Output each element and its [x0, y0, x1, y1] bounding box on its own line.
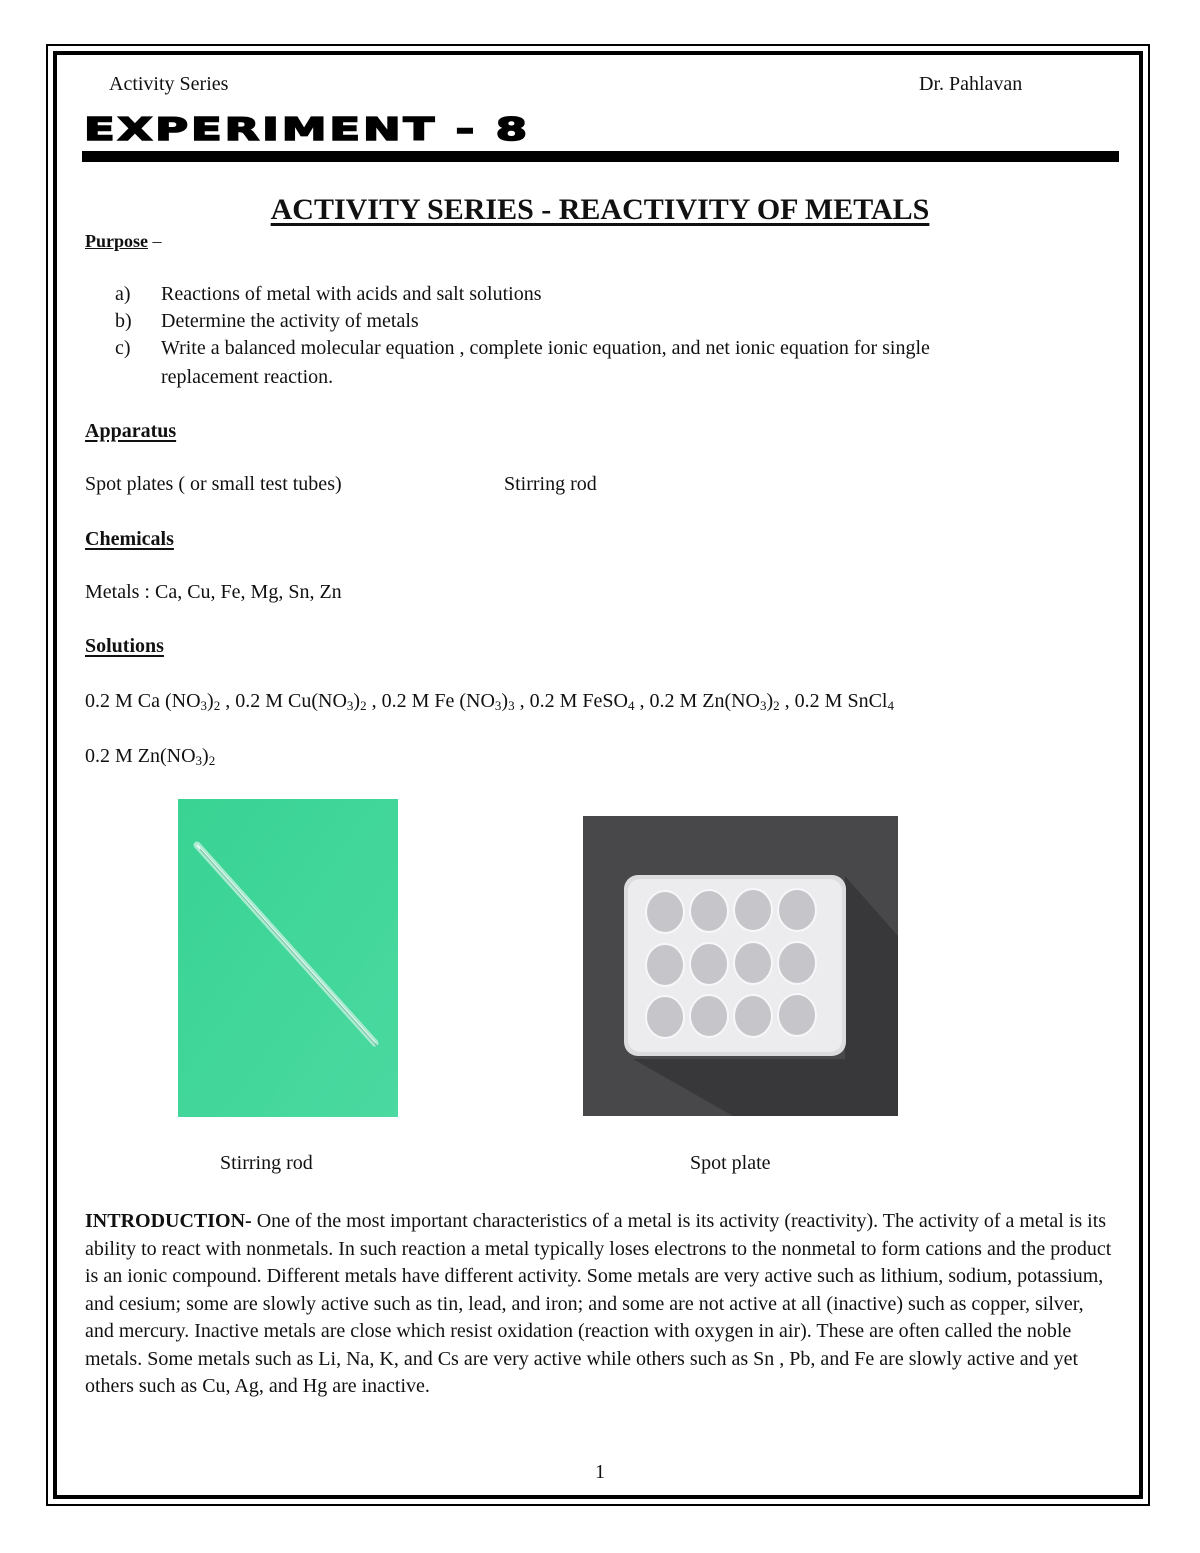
- list-item: [115, 310, 419, 333]
- apparatus-item-stirring-rod: Stirring rod: [504, 473, 597, 495]
- list-marker: a): [115, 283, 131, 305]
- list-item: [115, 337, 930, 360]
- list-text: Determine the activity of metals: [161, 310, 419, 332]
- chemicals-heading: Chemicals: [85, 528, 174, 550]
- header-left: Activity Series: [109, 73, 229, 95]
- solutions-list-2: [85, 745, 215, 769]
- stirring-rod-illustration: [178, 799, 398, 1117]
- solutions-list: [85, 690, 894, 714]
- metals-list: Metals : Ca, Cu, Fe, Mg, Sn, Zn: [85, 581, 342, 603]
- solution-text: , 0.2 M SnCl: [779, 690, 888, 712]
- subscript: 3: [508, 698, 515, 713]
- spot-plate-photo: [583, 816, 898, 1116]
- subscript: 3: [759, 698, 767, 713]
- stirring-rod-photo: [178, 799, 398, 1117]
- purpose-dash: –: [148, 231, 162, 251]
- subscript: 3: [494, 698, 502, 713]
- subscript: 2: [208, 753, 216, 768]
- list-marker: b): [115, 310, 132, 332]
- solution-text: ): [501, 690, 509, 712]
- solution-text: ): [353, 690, 361, 712]
- subscript: 3: [195, 753, 203, 768]
- introduction-paragraph: [85, 1208, 1115, 1401]
- solution-text: 0.2 M Ca (NO: [85, 690, 201, 712]
- spot-plate-illustration: [583, 816, 898, 1116]
- subscript: 2: [360, 698, 367, 713]
- page-number: 1: [595, 1461, 605, 1483]
- list-marker: c): [115, 337, 131, 359]
- solution-text: ): [207, 690, 214, 712]
- list-text: Reactions of metal with acids and salt solutions: [161, 283, 542, 305]
- solution-text: 0.2 M Zn(NO: [85, 745, 196, 767]
- subscript: 3: [346, 698, 354, 713]
- subscript: 3: [200, 698, 208, 713]
- solution-text: ): [766, 690, 774, 712]
- subscript: 4: [887, 698, 894, 713]
- introduction-text: One of the most important characteristics of a metal is its activity (reactivity). The activity of a metal is its ability to react with nonmetals. In such reaction a metal typically loses electrons to the nonmetal to form cations and the product is an ionic compound. Different metals have different activity. Some metals are very active such as lithium, sodium, potassium, and cesium; some are slowly active such as tin, lead, and iron; and some are not active at all (inactive) such as copper, silver, and mercury. Inactive metals are close which resist oxidation (reaction with oxygen in air). These are often called the noble metals. Some metals such as Li, Na, K, and Cs are very active while others such as Sn , Pb, and Fe are slowly active and yet others such as Cu, Ag, and Hg are inactive.: [85, 1210, 1112, 1397]
- experiment-heading: EXPERIMENT - 8: [84, 112, 530, 148]
- solution-text: , 0.2 M Cu(NO: [220, 690, 347, 712]
- solution-text: , 0.2 M Zn(NO: [634, 690, 760, 712]
- list-text: Write a balanced molecular equation , complete ionic equation, and net ionic equation for single: [161, 337, 930, 359]
- introduction-label: INTRODUCTION-: [85, 1210, 252, 1232]
- list-text-continued: replacement reaction.: [161, 366, 334, 388]
- subscript: 4: [627, 698, 635, 713]
- spot-plate-caption: Spot plate: [690, 1152, 771, 1174]
- page-title: ACTIVITY SERIES - REACTIVITY OF METALS: [270, 193, 930, 226]
- solution-text: , 0.2 M Fe (NO: [366, 690, 495, 712]
- solution-text: ): [202, 745, 209, 767]
- subscript: 2: [773, 698, 780, 713]
- purpose-heading: [85, 231, 162, 252]
- purpose-label: Purpose: [85, 231, 148, 251]
- apparatus-item-spot-plates: Spot plates ( or small test tubes): [85, 473, 342, 495]
- solution-text: , 0.2 M FeSO: [514, 690, 628, 712]
- stirring-rod-caption: Stirring rod: [220, 1152, 313, 1174]
- list-item: [115, 283, 542, 306]
- subscript: 2: [213, 698, 221, 713]
- header-right: Dr. Pahlavan: [919, 73, 1023, 95]
- solutions-heading: Solutions: [85, 635, 164, 657]
- heading-rule: [82, 151, 1119, 162]
- apparatus-heading: Apparatus: [85, 420, 177, 442]
